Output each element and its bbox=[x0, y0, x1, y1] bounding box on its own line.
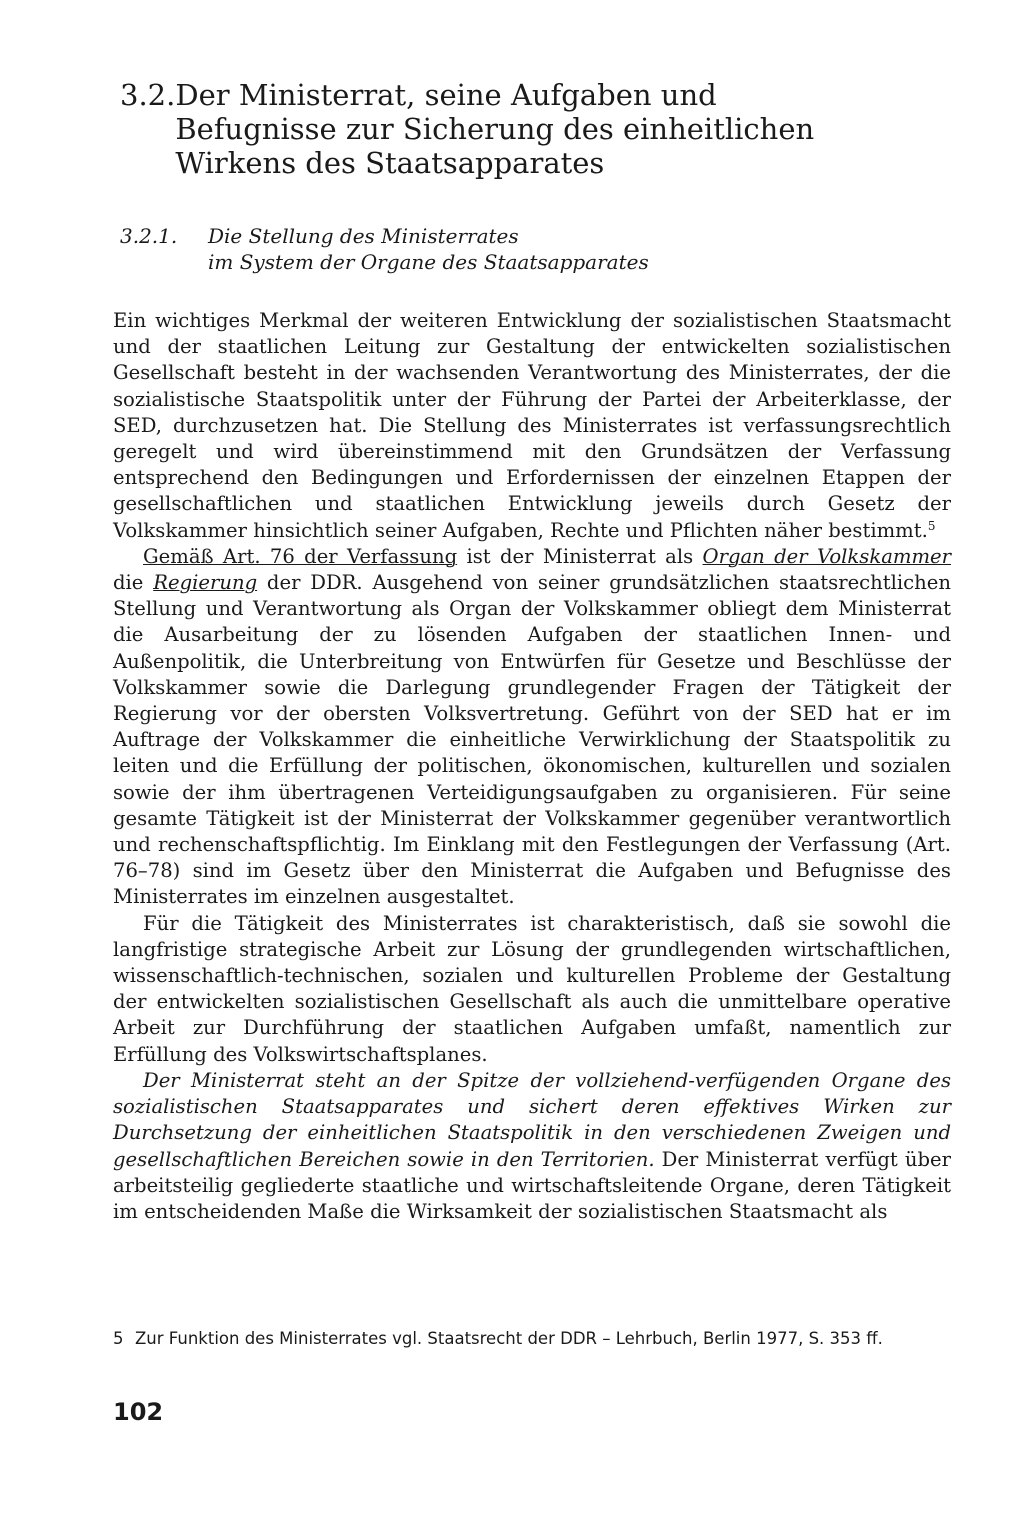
section-heading bbox=[120, 78, 880, 180]
subsection-title-line-1: Die Stellung des Ministerrates bbox=[208, 224, 519, 248]
emphasis-regierung: Regierung bbox=[153, 571, 258, 595]
footnote-text: Zur Funktion des Ministerrates vgl. Staatsrecht der DDR – Lehrbuch, Berlin 1977, S. 353 ff. bbox=[135, 1329, 883, 1348]
subsection-title bbox=[208, 223, 649, 275]
paragraph-4-emphasis: Der Ministerrat steht an der Spitze der vollziehend-verfügenden Organe des sozialistischen Staatsapparates und sichert deren effektives Wirken zur Durchsetzung der einheitlichen Staatspolitik in den verschiedenen Zweigen und gesellschaftlichen Bereichen sowie in den Territorien. bbox=[113, 1068, 951, 1171]
paragraph-2-text-b: die bbox=[113, 571, 154, 595]
paragraph-3-text: Für die Tätigkeit des Ministerrates ist charakteristisch, daß sie sowohl die langfristige strategische Arbeit zur Lösung der grundlegenden wirtschaftlichen, wissenschaftlich-technischen, sozialen und kulturellen Probleme der Gestaltung der entwickelten sozialistischen Gesellschaft als auch die unmittelbare operative Arbeit zur Durchführung der staatlichen Aufgaben umfaßt, namentlich zur Erfüllung des Volkswirtschaftsplanes. bbox=[113, 911, 951, 1066]
underlined-article-reference: Gemäß Art. 76 der Verfassung bbox=[143, 544, 458, 568]
paragraph-3 bbox=[113, 911, 951, 1068]
footnote bbox=[113, 1328, 953, 1350]
subsection-heading bbox=[120, 223, 880, 275]
paragraph-1 bbox=[113, 308, 951, 544]
emphasis-organ-der-volkskammer: Organ der Volkskammer bbox=[702, 544, 951, 568]
page-number: 102 bbox=[113, 1398, 164, 1426]
paragraph-2-text-c: der DDR. Ausgehend von seiner grundsätzlichen staatsrechtlichen Stellung und Verantwortung als Organ der Volkskammer obliegt dem Ministerrat die Ausarbeitung der zu lösenden Aufgaben der staatlichen Innen- und Außenpolitik, die Unterbreitung von Entwürfen für Gesetze und Beschlüsse der Volkskammer sowie die Darlegung grundlegender Fragen der Tätigkeit der Regierung vor der obersten Volksvertretung. Geführt von der SED hat er im Auftrage der Volkskammer die einheitliche Verwirklichung der Staatspolitik zu leiten und die Erfüllung der politischen, ökonomischen, kulturellen und sozialen sowie der ihm übertragenen Verteidigungsaufgaben zu organisieren. Für seine gesamte Tätigkeit ist der Ministerrat der Volkskammer gegenüber verantwortlich und rechenschaftspflichtig. Im Einklang mit den Festlegungen der Verfassung (Art. 76–78) sind im Gesetz über den Ministerrat die Aufgaben und Befugnisse des Ministerrates im einzelnen ausgestaltet. bbox=[113, 571, 951, 909]
section-title: Der Ministerrat, seine Aufgaben und Befugnisse zur Sicherung des einheitlichen Wirkens des Staatsapparates bbox=[175, 78, 815, 180]
subsection-title-line-2: im System der Organe des Staatsapparates bbox=[208, 250, 649, 274]
paragraph-2-text-a: ist der Ministerrat als bbox=[457, 544, 703, 568]
paragraph-4 bbox=[113, 1068, 951, 1225]
footnote-mark: 5 bbox=[113, 1329, 124, 1348]
footnote-reference: 5 bbox=[927, 518, 936, 533]
subsection-number: 3.2.1. bbox=[120, 224, 178, 248]
paragraph-4-text: Der Ministerrat verfügt über arbeitsteilig gegliederte staatliche und wirtschaftsleitende Organe, deren Tätigkeit im entscheidenden Maße die Wirksamkeit der sozialistischen Staatsmacht als bbox=[113, 1147, 951, 1223]
paragraph-2 bbox=[113, 544, 951, 911]
body-text bbox=[113, 308, 951, 1225]
paragraph-1-text: Ein wichtiges Merkmal der weiteren Entwicklung der sozialistischen Staatsmacht und der staatlichen Leitung zur Gestaltung der entwickelten sozialistischen Gesellschaft besteht in der wachsenden Verantwortung des Ministerrates, der die sozialistische Staatspolitik unter der Führung der Partei der Arbeiterklasse, der SED, durchzusetzen hat. Die Stellung des Ministerrates ist verfassungsrechtlich geregelt und wird übereinstimmend mit den Grundsätzen der Verfassung entsprechend den Bedingungen und Erfordernissen der einzelnen Etappen der gesellschaftlichen und staatlichen Entwicklung jeweils durch Gesetz der Volkskammer hinsichtlich seiner Aufgaben, Rechte und Pflichten näher bestimmt. bbox=[113, 309, 951, 542]
section-number: 3.2. bbox=[120, 78, 176, 112]
